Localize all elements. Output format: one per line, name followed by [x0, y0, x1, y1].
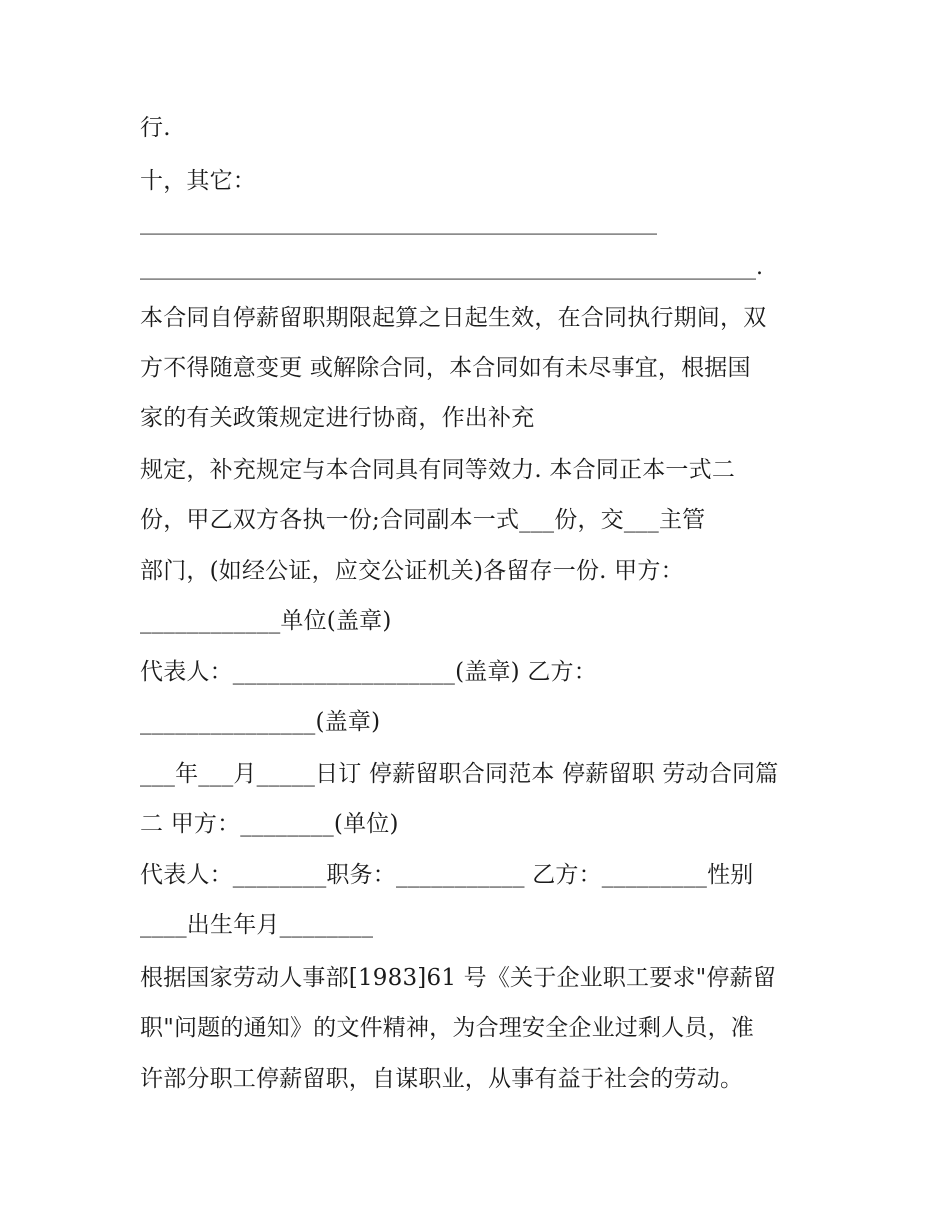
- signature-line-party-b: _______________(盖章): [140, 709, 381, 735]
- text-line: 行.: [140, 115, 171, 141]
- form-fields-line: ____出生年月________: [140, 912, 374, 938]
- section-heading-other: 十，其它：: [140, 168, 256, 194]
- text-line: 本合同自停薪留职期限起算之日起生效，在合同执行期间，双: [140, 305, 767, 331]
- text-line: 份，甲乙双方各执一份;合同副本一式___份，交___主管: [140, 507, 706, 533]
- text-line: 许部分职工停薪留职，自谋职业，从事有益于社会的劳动。: [140, 1066, 744, 1092]
- blank-fill-line: ________________________________________________________.: [140, 255, 763, 280]
- blank-fill-line: _______________________________________________: [140, 210, 657, 235]
- text-line: 部门，(如经公证，应交公证机关)各留存一份. 甲方：: [140, 558, 684, 584]
- text-line: 方不得随意变更 或解除合同，本合同如有未尽事宜，根据国: [140, 355, 751, 381]
- text-line: 家的有关政策规定进行协商，作出补充: [140, 405, 535, 431]
- text-line: 规定，补充规定与本合同具有同等效力. 本合同正本一式二: [140, 457, 736, 483]
- signature-line-party-a-unit: ____________单位(盖章): [140, 608, 392, 634]
- text-line: 二 甲方：________(单位): [140, 811, 399, 837]
- text-line: 根据国家劳动人事部[1983]61 号《关于企业职工要求"停薪留: [140, 965, 777, 991]
- date-and-title-line: ___年___月_____日订 停薪留职合同范本 停薪留职 劳动合同篇: [140, 761, 779, 787]
- signature-line-representative: 代表人：___________________(盖章) 乙方：: [140, 659, 597, 685]
- form-fields-line: 代表人：________职务：___________ 乙方：_________性别: [140, 862, 754, 888]
- text-line: 职"问题的通知》的文件精神，为合理安全企业过剩人员，准: [140, 1015, 754, 1041]
